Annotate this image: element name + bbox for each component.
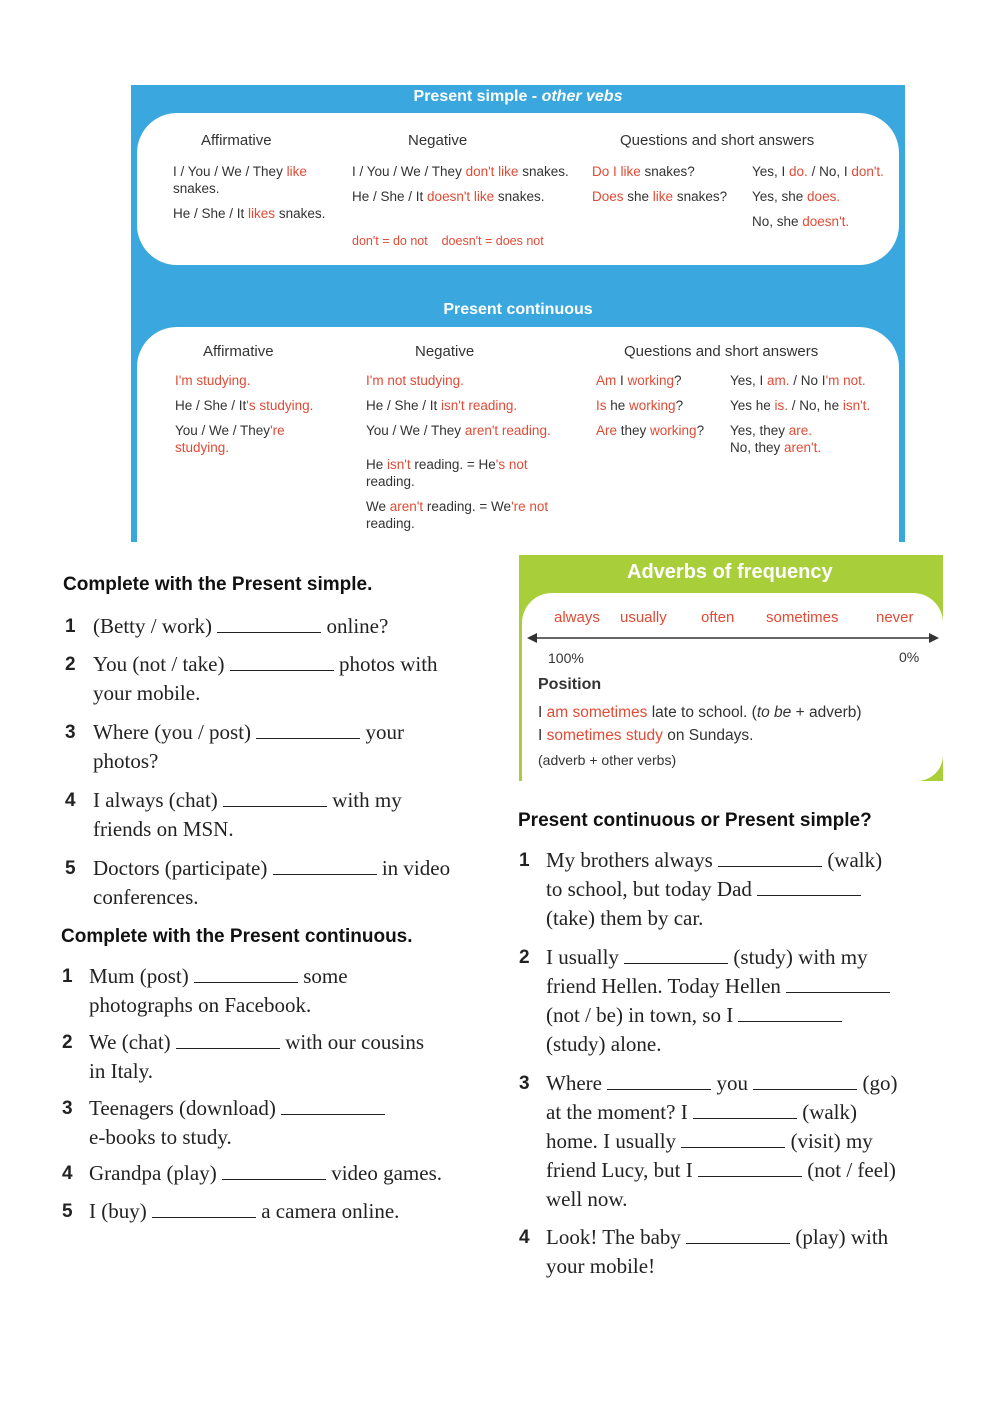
ps-question-2: Does she like snakes? — [592, 189, 728, 204]
ps-contractions: don't = do not doesn't = does not — [352, 234, 544, 248]
ps-answer-2: Yes, she does. — [752, 189, 841, 204]
pc-neg-line-3: You / We / They aren't reading. — [366, 423, 551, 438]
adverb-never: never — [876, 609, 914, 626]
adverbs-title: Adverbs of frequency — [627, 561, 833, 583]
adverb-example-3: (adverb + other verbs) — [538, 752, 677, 768]
ex3-item-4: 4 Look! The baby (play) with your mobile! — [519, 1225, 889, 1278]
adverb-often: often — [701, 609, 735, 626]
ps-neg-line-1: I / You / We / They don't like snakes. — [352, 164, 569, 179]
ps-answer-1: Yes, I do. / No, I don't. — [752, 164, 884, 179]
pc-answers-column — [730, 372, 895, 464]
answer-blank[interactable] — [223, 788, 327, 807]
pc-neg-line-4: He isn't reading. = He's not reading. — [366, 457, 528, 489]
pc-neg-line-2: He / She / It isn't reading. — [366, 398, 518, 413]
ex2-item-3: 3 Teenagers (download) e-books to study. — [62, 1094, 502, 1154]
exercise-3-title: Present continuous or Present simple? — [518, 810, 872, 831]
adverb-usually: usually — [620, 609, 667, 626]
answer-blank[interactable] — [222, 1161, 326, 1180]
exercise-1-title: Complete with the Present simple. — [63, 574, 373, 595]
pc-aff-line-1: I'm studying. — [175, 373, 251, 388]
ps-question-1: Do I like snakes? — [592, 164, 695, 179]
ps-answers-column — [752, 163, 902, 238]
pc-neg-line-1: I'm not studying. — [366, 373, 464, 388]
adverb-example-2: I sometimes study on Sundays. — [538, 727, 754, 744]
ps-negative-column — [352, 163, 587, 258]
pc-affirmative-heading: Affirmative — [203, 343, 274, 360]
adverbs-of-frequency-panel — [519, 555, 943, 781]
adverb-example-1: I am sometimes late to school. (to be + adverb) — [538, 704, 862, 721]
pc-negative-column — [366, 372, 586, 540]
present-continuous-title: Present continuous — [443, 301, 593, 318]
answer-blank[interactable] — [757, 877, 861, 896]
ex3-item-3: 3 Where you (go) at the moment? I (walk) home. I usually (visit) my friend Lucy, but I (not / feel) well now. — [519, 1071, 898, 1211]
frequency-arrow — [527, 631, 939, 645]
pc-answer-3: Yes, they are. — [730, 423, 813, 438]
pc-answer-2: Yes he is. / No, he isn't. — [730, 398, 871, 413]
scale-0: 0% — [899, 649, 920, 665]
answer-blank[interactable] — [738, 1003, 842, 1022]
ex1-item-2: 2 You (not / take) photos with your mobile. — [65, 652, 438, 705]
pc-aff-line-2: He / She / It's studying. — [175, 398, 314, 413]
pc-question-1: Am I working? — [596, 373, 682, 388]
ps-questions-heading: Questions and short answers — [620, 132, 815, 149]
answer-blank[interactable] — [273, 856, 377, 875]
ps-questions-column — [592, 163, 752, 213]
ps-neg-line-2: He / She / It doesn't like snakes. — [352, 189, 545, 204]
pc-answer-4: No, they aren't. — [730, 440, 822, 455]
pc-affirmative-column — [175, 372, 350, 464]
answer-blank[interactable] — [686, 1225, 790, 1244]
answer-blank[interactable] — [194, 964, 298, 983]
answer-blank[interactable] — [698, 1158, 802, 1177]
answer-blank[interactable] — [230, 652, 334, 671]
adverb-sometimes: sometimes — [766, 609, 839, 626]
pc-question-2: Is he working? — [596, 398, 684, 413]
ps-affirmative-heading: Affirmative — [201, 132, 272, 149]
ps-answer-3: No, she doesn't. — [752, 214, 850, 229]
answer-blank[interactable] — [256, 720, 360, 739]
pc-question-3: Are they working? — [596, 423, 705, 438]
pc-neg-line-5: We aren't reading. = We're not reading. — [366, 499, 549, 531]
present-continuous-box — [137, 327, 899, 542]
ps-negative-heading: Negative — [408, 132, 468, 149]
answer-blank[interactable] — [786, 974, 890, 993]
pc-negative-heading: Negative — [415, 343, 475, 360]
present-simple-box — [137, 113, 899, 265]
grammar-reference-panel — [131, 85, 905, 542]
ex2-item-1: 1 Mum (post) some photographs on Facebook. — [62, 964, 348, 1017]
answer-blank[interactable] — [718, 848, 822, 867]
ex1-item-4: 4 I always (chat) with my friends on MSN. — [65, 788, 402, 841]
exercise-2-title: Complete with the Present continuous. — [61, 926, 413, 947]
ps-aff-line-1: I / You / We / They like snakes. — [173, 164, 307, 196]
answer-blank[interactable] — [281, 1096, 385, 1115]
adverb-always: always — [554, 609, 600, 626]
position-label: Position — [538, 676, 602, 693]
pc-answer-1: Yes, I am. / No I'm not. — [730, 373, 866, 388]
ex3-item-2: 2 I usually (study) with my friend Hellen. Today Hellen (not / be) in town, so I (study) alone. — [519, 943, 949, 1063]
pc-questions-column — [596, 372, 731, 447]
ps-aff-line-2: He / She / It likes snakes. — [173, 206, 326, 221]
answer-blank[interactable] — [624, 945, 728, 964]
ps-affirmative-column — [173, 163, 343, 230]
answer-blank[interactable] — [217, 614, 321, 633]
present-simple-title: Present simple - other vebs — [413, 88, 623, 105]
answer-blank[interactable] — [176, 1030, 280, 1049]
answer-blank[interactable] — [753, 1071, 857, 1090]
ex1-item-3: 3 Where (you / post) your photos? — [65, 720, 405, 773]
answer-blank[interactable] — [681, 1129, 785, 1148]
pc-aff-line-3: You / We / They're studying. — [175, 423, 285, 455]
pc-questions-heading: Questions and short answers — [624, 343, 819, 360]
answer-blank[interactable] — [693, 1100, 797, 1119]
answer-blank[interactable] — [607, 1071, 711, 1090]
ex3-item-1: 1 My brothers always (walk) to school, but today Dad (take) them by car. — [519, 848, 883, 930]
ex1-item-5: 5 Doctors (participate) in video conferences. — [65, 856, 451, 909]
scale-100: 100% — [548, 650, 584, 666]
ex2-item-2: 2 We (chat) with our cousins in Italy. — [62, 1030, 425, 1083]
answer-blank[interactable] — [152, 1199, 256, 1218]
